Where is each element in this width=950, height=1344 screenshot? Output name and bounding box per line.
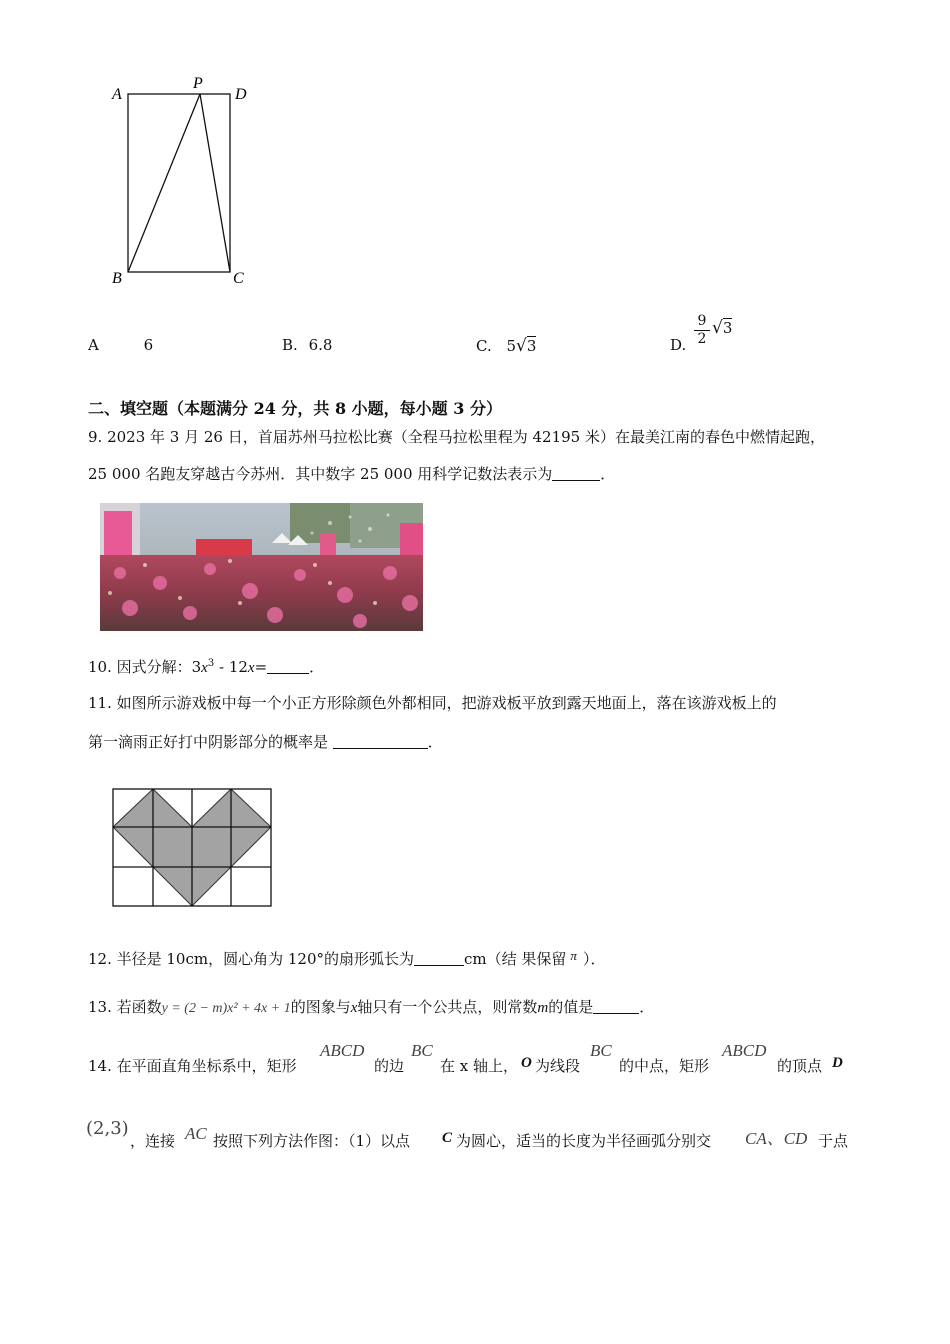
q12-line: 12. 半径是 10cm，圆心角为 120°的扇形弧长为 cm（结 果保留 π ）． (88, 948, 606, 968)
q14-coord: (2,3) (86, 1118, 129, 1139)
option-c-value: 5√3 (506, 336, 537, 356)
q14-ac: AC (185, 1124, 207, 1143)
q9-line1: 9. 2023 年 3 月 26 日，首届苏州马拉松比赛（全程马拉松里程为 42195 米）在最美江南的春色中燃情起跑， (88, 428, 825, 446)
q14-bc2: BC (590, 1041, 612, 1060)
q11-line1: 11. 如图所示游戏板中每一个小正方形除颜色外都相同，把游戏板平放到露天地面上，落在该游戏板上的 (88, 694, 777, 712)
q14-ca-cd: CA、CD (745, 1129, 808, 1148)
segment-pb (128, 94, 200, 272)
segment-pc (200, 94, 230, 272)
label-d: D (235, 86, 247, 103)
option-d-letter: D. (670, 336, 687, 354)
option-d-fraction: 9 2 (694, 313, 710, 347)
q9-answer-blank[interactable] (552, 466, 600, 481)
option-d-radical: √3 (712, 318, 733, 338)
label-p: P (193, 75, 203, 92)
q9-line2: 25 000 名跑友穿越古今苏州．其中数字 25 000 用科学记数法表示为 ． (88, 465, 616, 483)
label-a: A (112, 86, 122, 103)
option-c[interactable] (476, 336, 536, 356)
option-b[interactable] (282, 336, 332, 354)
q13-function: y = (2 − m)x² + 4x + 1 (161, 1001, 291, 1016)
q13-line: 13. 若函数y = (2 − m)x² + 4x + 1的图象与x轴只有一个公共点，则常数m的值是 ． (88, 998, 655, 1016)
q14-abcd2: ABCD (722, 1041, 767, 1060)
q10-answer-blank[interactable] (267, 659, 309, 674)
q14-line1-start: 14. 在平面直角坐标系中，矩形 (88, 1057, 297, 1075)
option-a-value: 6 (143, 336, 154, 354)
q13-answer-blank[interactable] (593, 999, 639, 1014)
q11-line2: 第一滴雨正好打中阴影部分的概率是 ． (88, 733, 443, 751)
section-heading: 二、填空题（本题满分 24 分，共 8 小题，每小题 3 分） (88, 399, 502, 418)
option-b-letter: B. (282, 336, 298, 354)
q10-line: 10. 因式分解：$3x^3 - 12x=$ ． (88, 658, 325, 676)
option-c-letter: C. (476, 337, 492, 355)
rectangle-figure (100, 70, 270, 290)
q14-bc: BC (411, 1041, 433, 1060)
option-d[interactable] (670, 336, 686, 354)
label-b: B (112, 270, 122, 287)
label-c: C (233, 270, 244, 287)
marathon-photo (100, 503, 423, 631)
q12-answer-blank[interactable] (414, 951, 464, 966)
heart-grid-figure (110, 786, 275, 910)
q14-abcd: ABCD (320, 1041, 365, 1060)
option-b-value: 6.8 (308, 336, 333, 354)
option-a-letter: A (88, 336, 99, 354)
q11-answer-blank[interactable] (333, 734, 428, 749)
pi-symbol: π (570, 948, 577, 963)
option-a[interactable] (88, 336, 153, 354)
